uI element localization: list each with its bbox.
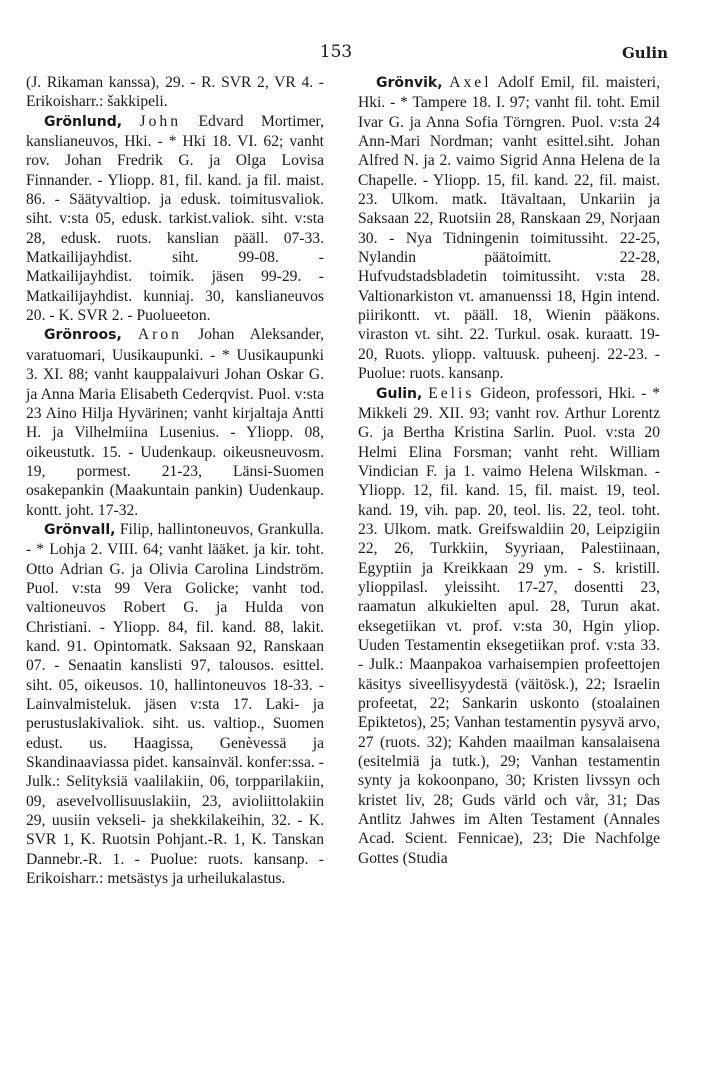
running-head: Gulin [621, 44, 668, 62]
entry-text: Johan Aleksander, varatuomari, Uusikaupunki. - * Uusikaupunki 3. XI. 88; vanht kauppalaivuri Johan Oskar G. ja Anna Maria Elisabeth Cederqvist. Puol. v:sta 23 Aino Hilja Hyvärinen; vanht kirjaltaja Antti H. ja Vilhelmiina Lusenius. - Yliopp. 08, oikeustutk. 15. - Uudenkaup. oikeusneuvosm. 19, pormest. 21-23, Länsi-Suomen osakepankin (Maakuntain pankin) Uudenkaup. kontt. joht. 17-32. [26, 326, 324, 519]
entry-surname: Grönlund, [44, 113, 123, 130]
entry-gronvik [358, 73, 660, 384]
page-number: 153 [319, 42, 353, 62]
entry-text: Filip, hallintoneuvos, Grankulla. - * Lohja 2. VIII. 64; vanht lääket. ja kir. toht. Otto Adrian G. ja Olivia Carolina Lindström. Puol. v:sta 99 Vera Golicke; vanht tod. valtioneuvos Robert G. ja Hulda von Christiani. - Yliopp. 84, fil. kand. 88, lakit. kand. 91. Opintomatk. Saksaan 92, Ranskaan 07. - Senaatin kanslisti 97, talousos. esittel. siht. 05, oikeusos. 10, hallintoneuvos 18-33. - Lainvalmisteluk. jäsen v:sta 17. Laki- ja perustuslakivaliok. siht. us. valtiop., Suomen edust. us. Haagissa, Genèvessä ja Skandinaaviassa pidet. kansainväl. konfer:ssa. - Julk.: Selityksiä vaalilakiin, 06, torpparilakiin, 09, asevelvollisuuslakiin, 23, avioliittolakiin 29, uusiin vekseli- ja shekkilakeihin, 32. - K. SVR 1, K. Ruotsin Pohjant.-R. 1, K. Tanskan Dannebr.-R. 1. - Puolue: ruots. kansanp. - Erikoisharr.: metsästys ja urheilukalastus. [26, 520, 324, 888]
entry-gulin [358, 384, 660, 869]
entry-text: Edvard Mortimer, kanslianeuvos, Hki. - * Hki 18. VI. 62; vanht rov. Johan Fredrik G. ja Olga Lovisa Finnander. - Yliopp. 81, fil. kand. ja fil. maist. 86. - Säätyvaltiop. ja edusk. toimitusvaliok. siht. v:sta 05, edusk. tarkist.valiok. siht. v:sta 28, edusk. ruots. kanslian pääll. 07-33. Matkailijayhdist. siht. 99-08. - Matkailijayhdist. toimik. jäsen 99-29. - Matkailijayhdist. kunniaj. 30, kanslianeuvos 20. - K. SVR 2. - Puolueeton. [26, 112, 324, 325]
entry-text: Adolf Emil, fil. maisteri, Hki. - * Tampere 18. I. 97; vanht fil. toht. Emil Ivar G. ja Anna Sofia Törngren. Puol. v:sta 24 Ann-Mari Nordman; vanht esittel.siht. Johan Alfred N. ja 2. vaimo Sigrid Anna Helena de la Chapelle. - Yliopp. 15, fil. kand. 22, fil. maist. 23. Ulkom. matk. Itävaltaan, Unkariin ja Saksaan 22, Ruotsiin 28, Ranskaan 29, Norjaan 30. - Nya Tidningenin toimitussiht. 22-25, Nylandin päätoimitt. 22-28, Hufvudstadsbladetin toimitussiht. v:sta 28. Valtionarkiston vt. amanuenssi 18, Hgin intend. piirikontt. vt. pääll. 18, Wienin pääkons. viraston vt. siht. 22. Turkul. osak. kuraatt. 19-20, Ruots. yliopp. valtuusk. puheenj. 22-23. - Puolue: ruots. kansanp. [358, 74, 660, 383]
entry-text: (J. Rikaman kanssa), 29. - R. SVR 2, VR 4. - Erikoisharr.: šakkipeli. [26, 74, 324, 111]
entry-continuation [26, 73, 324, 112]
entry-firstname: Axel [449, 74, 492, 91]
entry-gronlund [26, 112, 324, 326]
entry-firstname: Aron [137, 326, 182, 344]
left-column [26, 73, 324, 888]
entry-surname: Gulin, [376, 385, 423, 402]
right-column [358, 73, 660, 868]
entry-surname: Grönroos, [44, 327, 122, 344]
entry-firstname: John [139, 112, 181, 130]
entry-surname: Grönvall, [44, 521, 116, 538]
entry-surname: Grönvik, [376, 75, 443, 91]
entry-gronvall [26, 520, 324, 889]
entry-firstname: Eelis [428, 384, 475, 402]
entry-text: Gideon, professori, Hki. - * Mikkeli 29. XII. 93; vanht rov. Arthur Lorentz G. ja Bertha Kristina Sarlin. Puol. v:sta 20 Helmi Elina Forsman; vanht reht. William Vindician F. ja 1. vaimo Helena Wilskman. - Yliopp. 12, fil. kand. 15, fil. maist. 19, teol. kand. 19, vih. pap. 20, teol. lis. 22, teol. toht. 23. Ulkom. matk. Greifswaldiin 20, Leipzigiin 22, 26, Turkkiin, Syyriaan, Palestiinaan, Egyptiin ja Kreikkaan 29 ym. - S. kristill. ylioppilasl. yleissiht. 17-27, dosentti 23, raamatun alkukielten apul. 28, Turun akat. eksegetiikan vt. prof. v:sta 30, Hgin yliop. Uuden Testamentin eksegetiikan prof. v:sta 33. - Julk.: Maanpakoa varhaisempien profeettojen käsitys siveellisyydestä (väitösk.), 22; Israelin profeetat, 22; Sankarin uskonto (stoalainen Epiktetos), 25; Vanhan testamentin pysyvä arvo, 27 (ruots. 32); Kahden maailman kansalaisena (esitelmiä ja tutk.), 29; Vanhan testamentin synty ja kokoonpano, 30; Kristen livssyn och kristet liv, 28; Guds värld och vår, 31; Das Antlitz Jahwes im Alten Testament (Annales Acad. Scient. Fennicae), 23; Die Nachfolge Gottes (Studia [358, 384, 660, 867]
entry-gronroos [26, 325, 324, 519]
